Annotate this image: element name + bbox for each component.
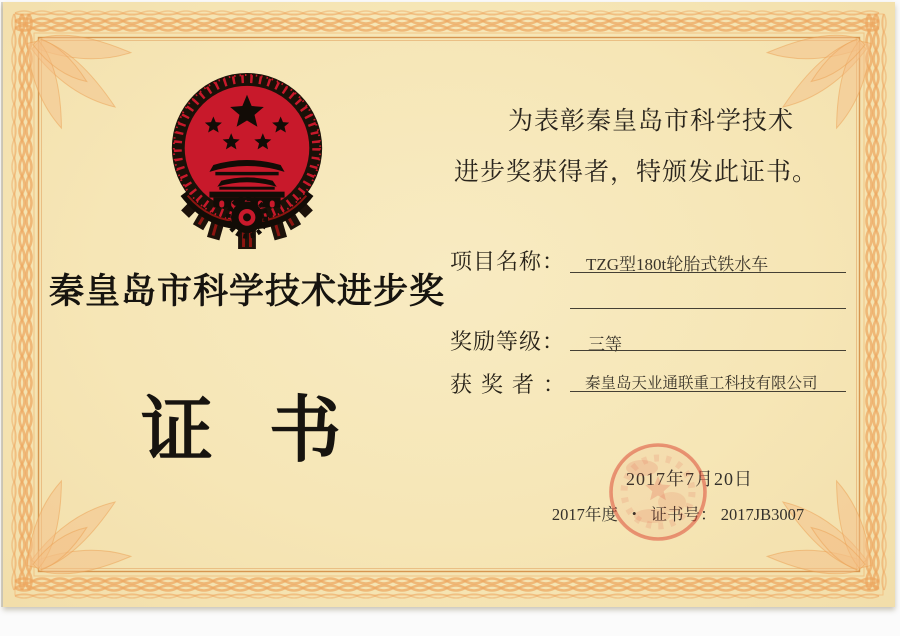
cert-no-label: 证书号： bbox=[650, 505, 717, 524]
winner-underline bbox=[570, 391, 846, 392]
award-grade-value: 三等 bbox=[588, 335, 622, 354]
project-name-label: 项目名称： bbox=[450, 249, 566, 274]
citation-line-1: 为表彰秦皇岛市科学技术 bbox=[508, 108, 795, 135]
citation-line-2: 进步奖获得者，特颁发此证书。 bbox=[454, 159, 819, 186]
winner-value: 秦皇岛天业通联重工科技有限公司 bbox=[585, 375, 818, 392]
red-circular-seal bbox=[602, 436, 714, 548]
project-name-value: TZG型180t轮胎式铁水车 bbox=[586, 255, 769, 274]
seal-smudge bbox=[634, 509, 670, 523]
emblem-gear bbox=[228, 199, 266, 237]
certificate-word: 证书 bbox=[141, 388, 398, 472]
citation-paragraph bbox=[454, 96, 826, 198]
prc-national-emblem bbox=[158, 68, 336, 254]
issue-date: 2017年7月20日 bbox=[626, 469, 753, 489]
certificate-paper bbox=[3, 2, 895, 607]
project-name-underline-2 bbox=[570, 308, 846, 309]
award-year: 2017年度 bbox=[551, 505, 618, 524]
winner-label: 获奖者： bbox=[450, 372, 575, 397]
dot-separator: • bbox=[631, 506, 637, 521]
award-grade-underline bbox=[570, 350, 846, 351]
award-grade-label: 奖励等级： bbox=[450, 329, 566, 354]
cert-no-value: 2017JB3007 bbox=[720, 505, 805, 524]
award-title: 秦皇岛市科学技术进步奖 bbox=[48, 272, 445, 312]
seal-smudge bbox=[658, 492, 686, 512]
project-name-underline bbox=[570, 272, 846, 273]
seal-smudge bbox=[626, 460, 658, 476]
